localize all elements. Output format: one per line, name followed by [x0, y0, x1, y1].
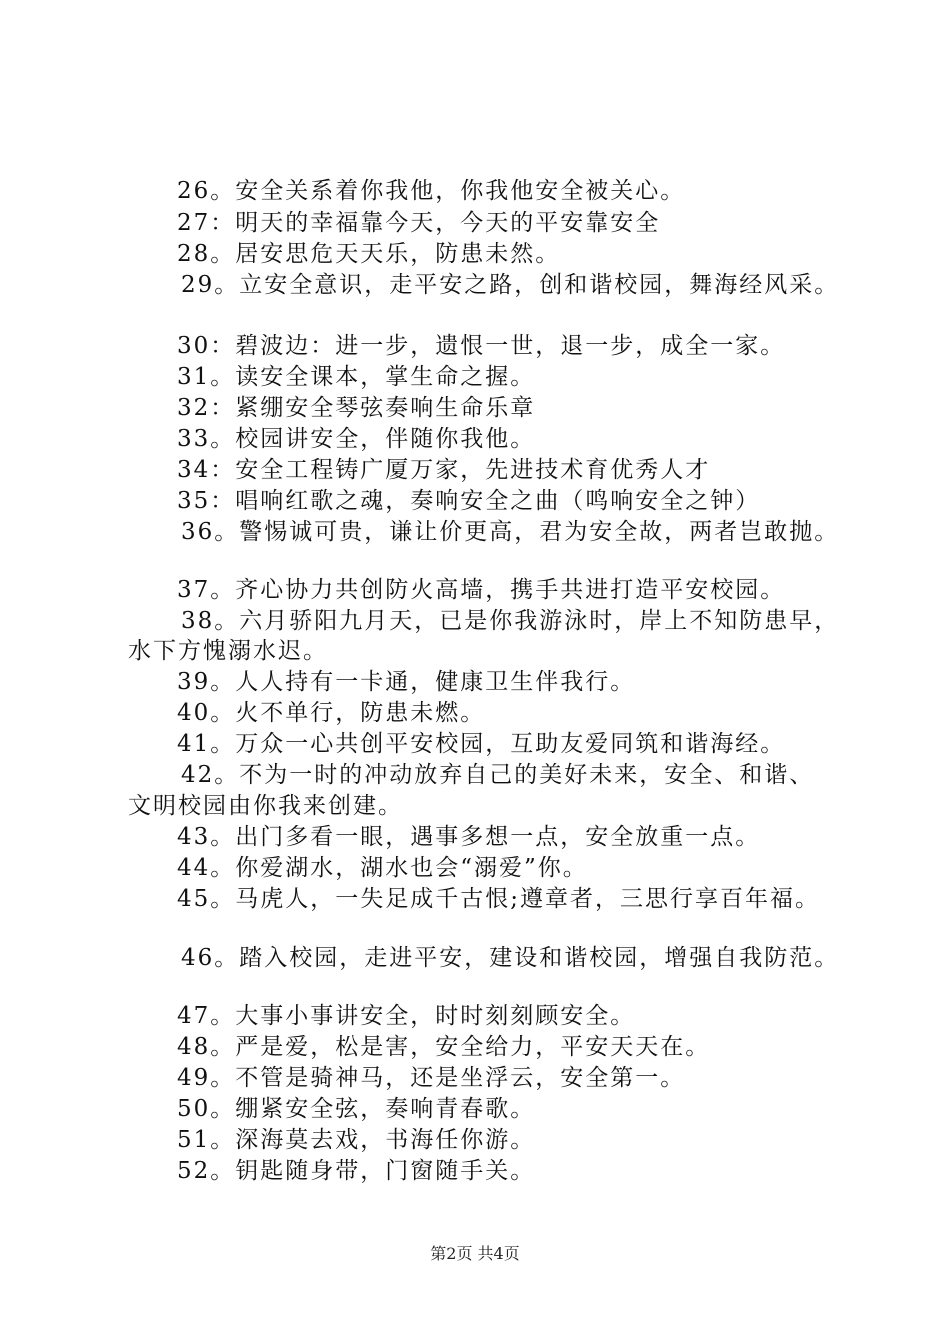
- text-line: 38。六月骄阳九月天，已是你我游泳时，岸上不知防患早，: [181, 608, 840, 634]
- text-line: 36。警惕诚可贵，谦让价更高，君为安全故，两者岂敢抛。: [181, 519, 840, 545]
- text-line: 42。不为一时的冲动放弃自己的美好未来，安全、和谐、: [181, 762, 815, 788]
- page-footer: 第2页 共4页: [430, 1244, 520, 1263]
- text-line: 33。校园讲安全，伴随你我他。: [177, 426, 536, 452]
- text-line: 32：紧绷安全琴弦奏响生命乐章: [177, 395, 536, 421]
- text-line: 45。马虎人，一失足成千古恨;遵章者，三思行享百年福。: [177, 886, 821, 912]
- text-line: 47。大事小事讲安全，时时刻刻顾安全。: [177, 1003, 636, 1029]
- text-line: 26。安全关系着你我他，你我他安全被关心。: [177, 178, 686, 204]
- text-line: 文明校园由你我来创建。: [128, 793, 403, 819]
- text-line: 34：安全工程铸广厦万家，先进技术育优秀人才: [177, 457, 711, 483]
- text-line: 43。出门多看一眼，遇事多想一点，安全放重一点。: [177, 824, 761, 850]
- text-line: 48。严是爱，松是害，安全给力，平安天天在。: [177, 1034, 711, 1060]
- text-line: 52。钥匙随身带，门窗随手关。: [177, 1158, 536, 1184]
- text-line: 44。你爱湖水，湖水也会“溺爱”你。: [177, 855, 588, 881]
- text-line: 31。读安全课本，掌生命之握。: [177, 364, 536, 390]
- text-line: 40。火不单行，防患未燃。: [177, 700, 486, 726]
- text-line: 51。深海莫去戏，书海任你游。: [177, 1127, 536, 1153]
- text-line: 28。居安思危天天乐，防患未然。: [177, 241, 561, 267]
- text-line: 35：唱响红歌之魂，奏响安全之曲（鸣响安全之钟）: [177, 488, 761, 514]
- text-line: 49。不管是骑神马，还是坐浮云，安全第一。: [177, 1065, 686, 1091]
- text-line: 29。立安全意识，走平安之路，创和谐校园，舞海经风采。: [181, 272, 840, 298]
- text-line: 39。人人持有一卡通，健康卫生伴我行。: [177, 669, 636, 695]
- text-line: 30：碧波边：进一步，遗恨一世，退一步，成全一家。: [177, 333, 786, 359]
- text-line: 27：明天的幸福靠今天，今天的平安靠安全: [177, 210, 661, 236]
- text-line: 50。绷紧安全弦，奏响青春歌。: [177, 1096, 536, 1122]
- text-line: 41。万众一心共创平安校园，互助友爱同筑和谐海经。: [177, 731, 786, 757]
- text-line: 37。齐心协力共创防火高墙，携手共进打造平安校园。: [177, 577, 786, 603]
- text-line: 46。踏入校园，走进平安，建设和谐校园，增强自我防范。: [181, 945, 840, 971]
- text-line: 水下方愧溺水迟。: [128, 638, 328, 664]
